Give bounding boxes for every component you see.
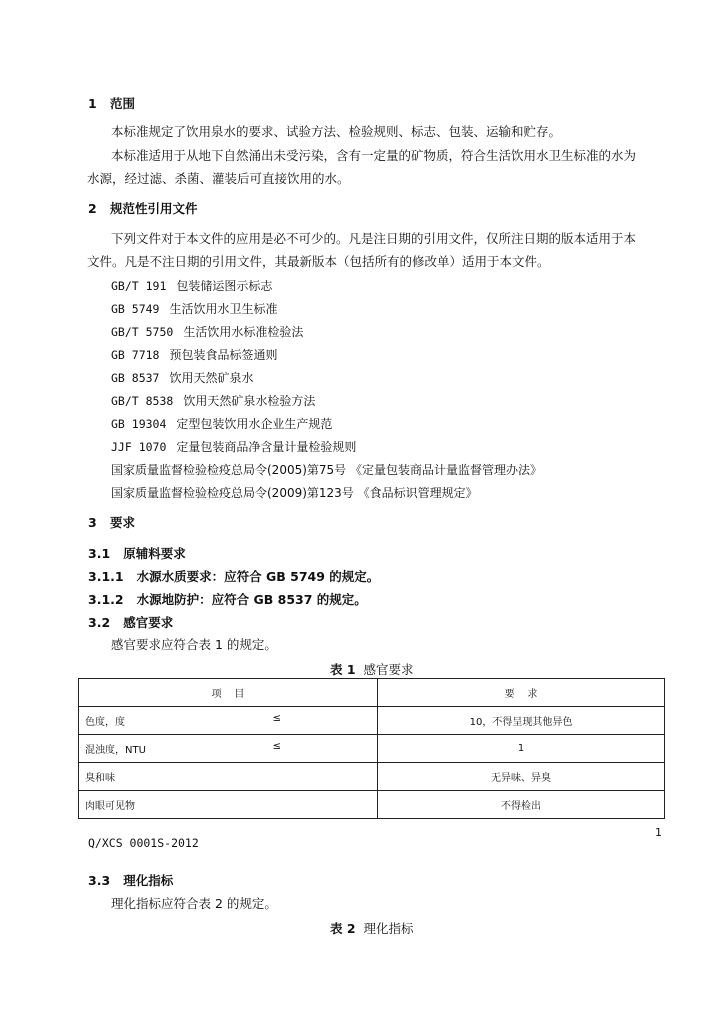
section-1-paragraph-1: 本标准规定了饮用泉水的要求、试验方法、检验规则、标志、包装、运输和贮存。 [111, 124, 562, 139]
section-2-paragraph-line-2: 文件。凡是不注日期的引用文件，其最新版本（包括所有的修改单）适用于本文件。 [87, 254, 550, 269]
section-2-heading: 2 规范性引用文件 [88, 201, 198, 216]
section-3-3-paragraph: 理化指标应符合表 2 的规定。 [111, 896, 277, 911]
table-cell-requirement: 不得检出 [378, 791, 665, 819]
reference-item: GB/T 191 包装储运图示标志 [111, 279, 273, 293]
table-row [79, 735, 665, 763]
table-2-caption: 表 2 理化指标 [330, 921, 414, 936]
table-1-caption: 表 1 感官要求 [330, 662, 414, 677]
table-cell-requirement: 10，不得呈现其他异色 [378, 707, 665, 735]
reference-item: GB 5749 生活饮用水卫生标准 [111, 302, 278, 316]
document-id: Q/XCS 0001S-2012 [88, 836, 199, 850]
section-3-2-paragraph: 感官要求应符合表 1 的规定。 [111, 637, 277, 652]
reference-item: JJF 1070 定量包装商品净含量计量检验规则 [111, 440, 357, 454]
table-1-sensory-requirements [78, 678, 665, 819]
reference-item: GB/T 5750 生活饮用水标准检验法 [111, 325, 304, 339]
table-row [79, 791, 665, 819]
table-cell-item: 色度，度 ≤ [79, 707, 378, 735]
section-3-heading: 3 要求 [88, 515, 136, 530]
table-header-requirement: 要 求 [378, 679, 665, 707]
section-3-2-heading: 3.2 感官要求 [88, 615, 174, 630]
table-header-row [79, 679, 665, 707]
section-3-1-2-text: 3.1.2 水源地防护：应符合 GB 8537 的规定。 [88, 592, 367, 607]
section-1-paragraph-2-line-2: 水源，经过滤、杀菌、灌装后可直接饮用的水。 [87, 171, 350, 186]
section-3-1-1-text: 3.1.1 水源水质要求：应符合 GB 5749 的规定。 [88, 569, 380, 584]
reference-item: GB/T 8538 饮用天然矿泉水检验方法 [111, 394, 316, 408]
section-1-paragraph-2-line-1: 本标准适用于从地下自然涌出未受污染，含有一定量的矿物质，符合生活饮用水卫生标准的水为 [111, 148, 637, 163]
table-header-item: 项 目 [79, 679, 378, 707]
table-cell-item: 臭和味 [79, 763, 378, 791]
section-1-heading: 1 范围 [88, 96, 136, 111]
table-cell-item: 肉眼可见物 [79, 791, 378, 819]
table-cell-requirement: 无异味、异臭 [378, 763, 665, 791]
reference-item-regulation-2005: 国家质量监督检验检疫总局令(2005)第75号 《定量包装商品计量监督管理办法》 [111, 463, 542, 477]
section-2-paragraph-line-1: 下列文件对于本文件的应用是必不可少的。凡是注日期的引用文件，仅所注日期的版本适用于本 [111, 231, 637, 246]
reference-item: GB 7718 预包装食品标签通则 [111, 348, 278, 362]
section-3-1-heading: 3.1 原辅料要求 [88, 546, 186, 561]
reference-item: GB 19304 定型包装饮用水企业生产规范 [111, 417, 333, 431]
page-number: 1 [655, 826, 662, 839]
section-3-3-heading: 3.3 理化指标 [88, 873, 174, 888]
table-cell-requirement: 1 [378, 735, 665, 763]
table-cell-item: 混浊度，NTU ≤ [79, 735, 378, 763]
table-row [79, 707, 665, 735]
reference-item-regulation-2009: 国家质量监督检验检疫总局令(2009)第123号 《食品标识管理规定》 [111, 486, 478, 500]
table-row [79, 763, 665, 791]
reference-item: GB 8537 饮用天然矿泉水 [111, 371, 254, 385]
